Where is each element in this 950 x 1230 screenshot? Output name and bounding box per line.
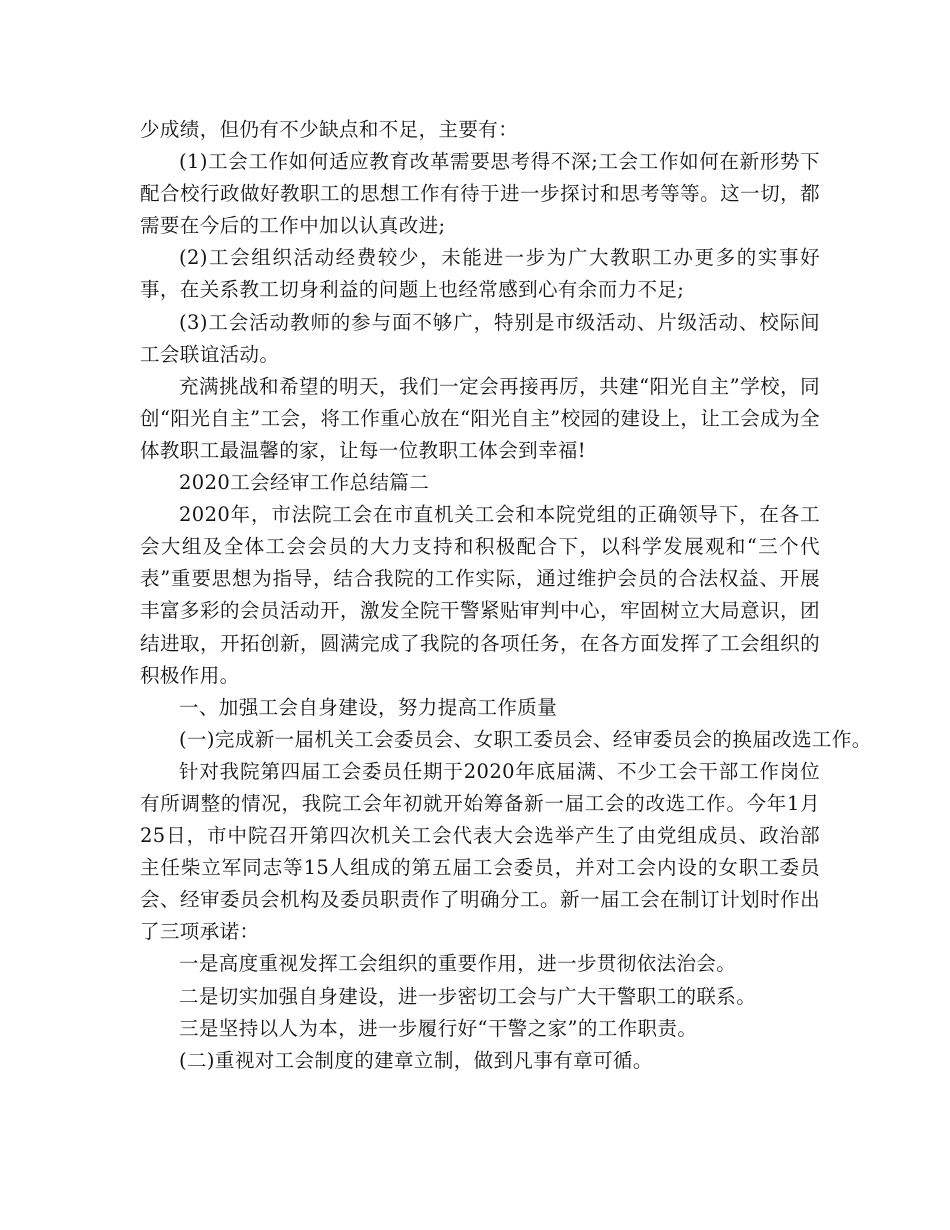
paragraph-item-1: (1)工会工作如何适应教育改革需要思考得不深;工会工作如何在新形势下配合校行政做好教职工的思想工作有待于进一步探讨和思考等等。这一切，都需要在今后的工作中加以认真改进;: [140, 150, 820, 238]
paragraph-item-3: (3)工会活动教师的参与面不够广，特别是市级活动、片级活动、校际间工会联谊活动。: [140, 310, 820, 366]
document-body: [140, 114, 872, 1077]
paragraph-reelection: 针对我院第四届工会委员任期于2020年底届满、不少工会干部工作岗位有所调整的情况，我院工会年初就开始筹备新一届工会的改选工作。今年1月25日，市中院召开第四次机关工会代表大会选举产生了由党组成员、政治部主任柴立军同志等15人组成的第五届工会委员，并对工会内设的女职工委员会、经审委员会机构及委员职责作了明确分工。新一届工会在制订计划时作出了三项承诺：: [140, 759, 820, 944]
section-heading: 2020工会经审工作总结篇二: [179, 471, 430, 495]
paragraph-outlook: 充满挑战和希望的明天，我们一定会再接再厉，共建“阳光自主”学校，同创“阳光自主”工会，将工作重心放在“阳光自主”校园的建设上，让工会成为全体教职工最温馨的家，让每一位教职工体会到幸福!: [140, 374, 820, 462]
heading-level-1: 一、加强工会自身建设，努力提高工作质量: [179, 695, 558, 719]
heading-level-2: (二)重视对工会制度的建章立制，做到凡事有章可循。: [179, 1048, 653, 1072]
heading-level-2: (一)完成新一届机关工会委员会、女职工委员会、经审委员会的换届改选工作。: [179, 727, 872, 751]
paragraph-item-2: (2)工会组织活动经费较少，未能进一步为广大教职工办更多的实事好事，在关系教工切身利益的问题上也经常感到心有余而力不足;: [140, 246, 820, 302]
promise-item-3: 三是坚持以人为本，进一步履行好“干警之家”的工作职责。: [179, 1016, 698, 1040]
promise-item-2: 二是切实加强自身建设，进一步密切工会与广大干警职工的联系。: [179, 984, 757, 1008]
paragraph-continuation: 少成绩，但仍有不少缺点和不足，主要有：: [140, 118, 519, 141]
paragraph-intro: 2020年，市法院工会在市直机关工会和本院党组的正确领导下，在各工会大组及全体工会会员的大力支持和积极配合下，以科学发展观和“三个代表”重要思想为指导，结合我院的工作实际，通过维护会员的合法权益、开展丰富多彩的会员活动开，激发全院干警紧贴审判中心，牢固树立大局意识，团结进取，开拓创新，圆满完成了我院的各项任务，在各方面发挥了工会组织的积极作用。: [140, 503, 820, 687]
promise-item-1: 一是高度重视发挥工会组织的重要作用，进一步贯彻依法治会。: [179, 952, 737, 976]
